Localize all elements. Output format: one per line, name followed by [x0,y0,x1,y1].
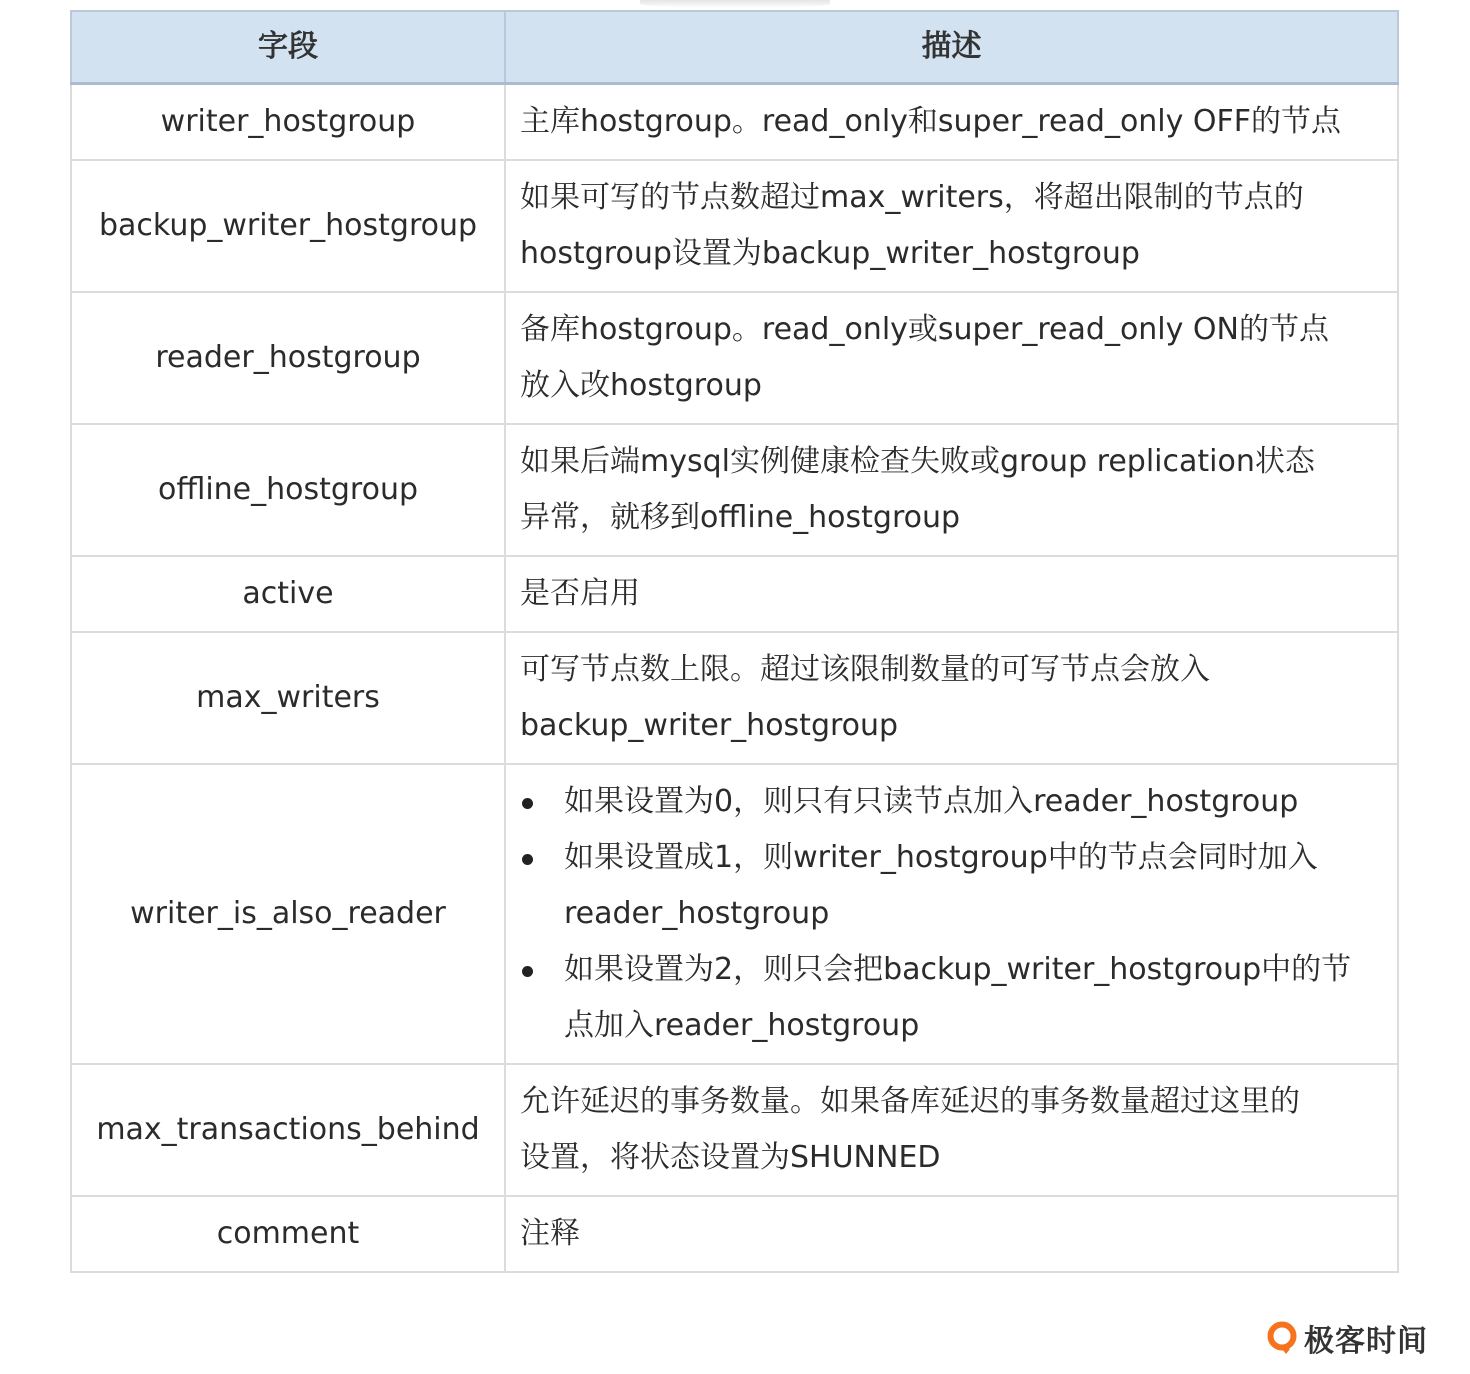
bullet-line: reader_hostgroup [564,896,830,931]
description-line: backup_writer_hostgroup [520,708,899,743]
field-name-cell: writer_is_also_reader [71,764,505,1064]
table-row [71,160,1398,292]
description-line: 如果后端mysql实例健康检查失败或group replication状态 [520,444,1315,479]
table-row [71,292,1398,424]
description-cell [505,632,1398,764]
description-line: 注释 [520,1216,580,1251]
description-line: 是否启用 [520,576,640,611]
bullet-line: 如果设置为0，则只有只读节点加入reader_hostgroup [564,784,1299,819]
header-field: 字段 [71,11,505,84]
table-row [71,424,1398,556]
bullet-item [520,774,1389,830]
description-bullet-list [520,774,1389,1054]
bullet-item [520,830,1389,942]
table-row [71,1196,1398,1272]
field-name-cell: max_writers [71,632,505,764]
description-cell [505,292,1398,424]
brand-watermark [1266,1318,1428,1358]
description-line: hostgroup设置为backup_writer_hostgroup [520,236,1140,271]
description-line: 主库hostgroup。read_only和super_read_only OFF的节点 [520,104,1342,139]
field-name-cell: offline_hostgroup [71,424,505,556]
field-name-cell: reader_hostgroup [71,292,505,424]
description-line: 可写节点数上限。超过该限制数量的可写节点会放入 [520,652,1210,687]
description-cell [505,1064,1398,1196]
description-line: 备库hostgroup。read_only或super_read_only ON的节点 [520,312,1329,347]
bullet-line: 如果设置为2，则只会把backup_writer_hostgroup中的节 [564,952,1352,987]
description-line: 放入改hostgroup [520,368,762,403]
description-cell [505,556,1398,632]
description-cell [505,1196,1398,1272]
bullet-line: 点加入reader_hostgroup [564,1008,920,1043]
field-name-cell: max_transactions_behind [71,1064,505,1196]
field-name-cell: backup_writer_hostgroup [71,160,505,292]
description-cell [505,160,1398,292]
table-row [71,1064,1398,1196]
fields-table [70,10,1399,1273]
description-line: 如果可写的节点数超过max_writers，将超出限制的节点的 [520,180,1304,215]
table-row [71,632,1398,764]
brand-name: 极客时间 [1304,1324,1428,1359]
header-description: 描述 [505,11,1398,84]
table-row [71,556,1398,632]
description-line: 异常，就移到offline_hostgroup [520,500,961,535]
table-row [71,764,1398,1064]
description-cell [505,764,1398,1064]
description-cell [505,84,1398,161]
description-line: 允许延迟的事务数量。如果备库延迟的事务数量超过这里的 [520,1084,1300,1119]
bullet-item [520,942,1389,1054]
geektime-logo-icon [1266,1321,1298,1355]
description-line: 设置，将状态设置为SHUNNED [520,1140,941,1175]
field-name-cell: comment [71,1196,505,1272]
bullet-line: 如果设置成1，则writer_hostgroup中的节点会同时加入 [564,840,1318,875]
table-body [71,84,1398,1273]
field-name-cell: active [71,556,505,632]
top-shadow [640,0,830,8]
table-header-row [71,11,1398,84]
description-cell [505,424,1398,556]
field-name-cell: writer_hostgroup [71,84,505,161]
table-row [71,84,1398,161]
